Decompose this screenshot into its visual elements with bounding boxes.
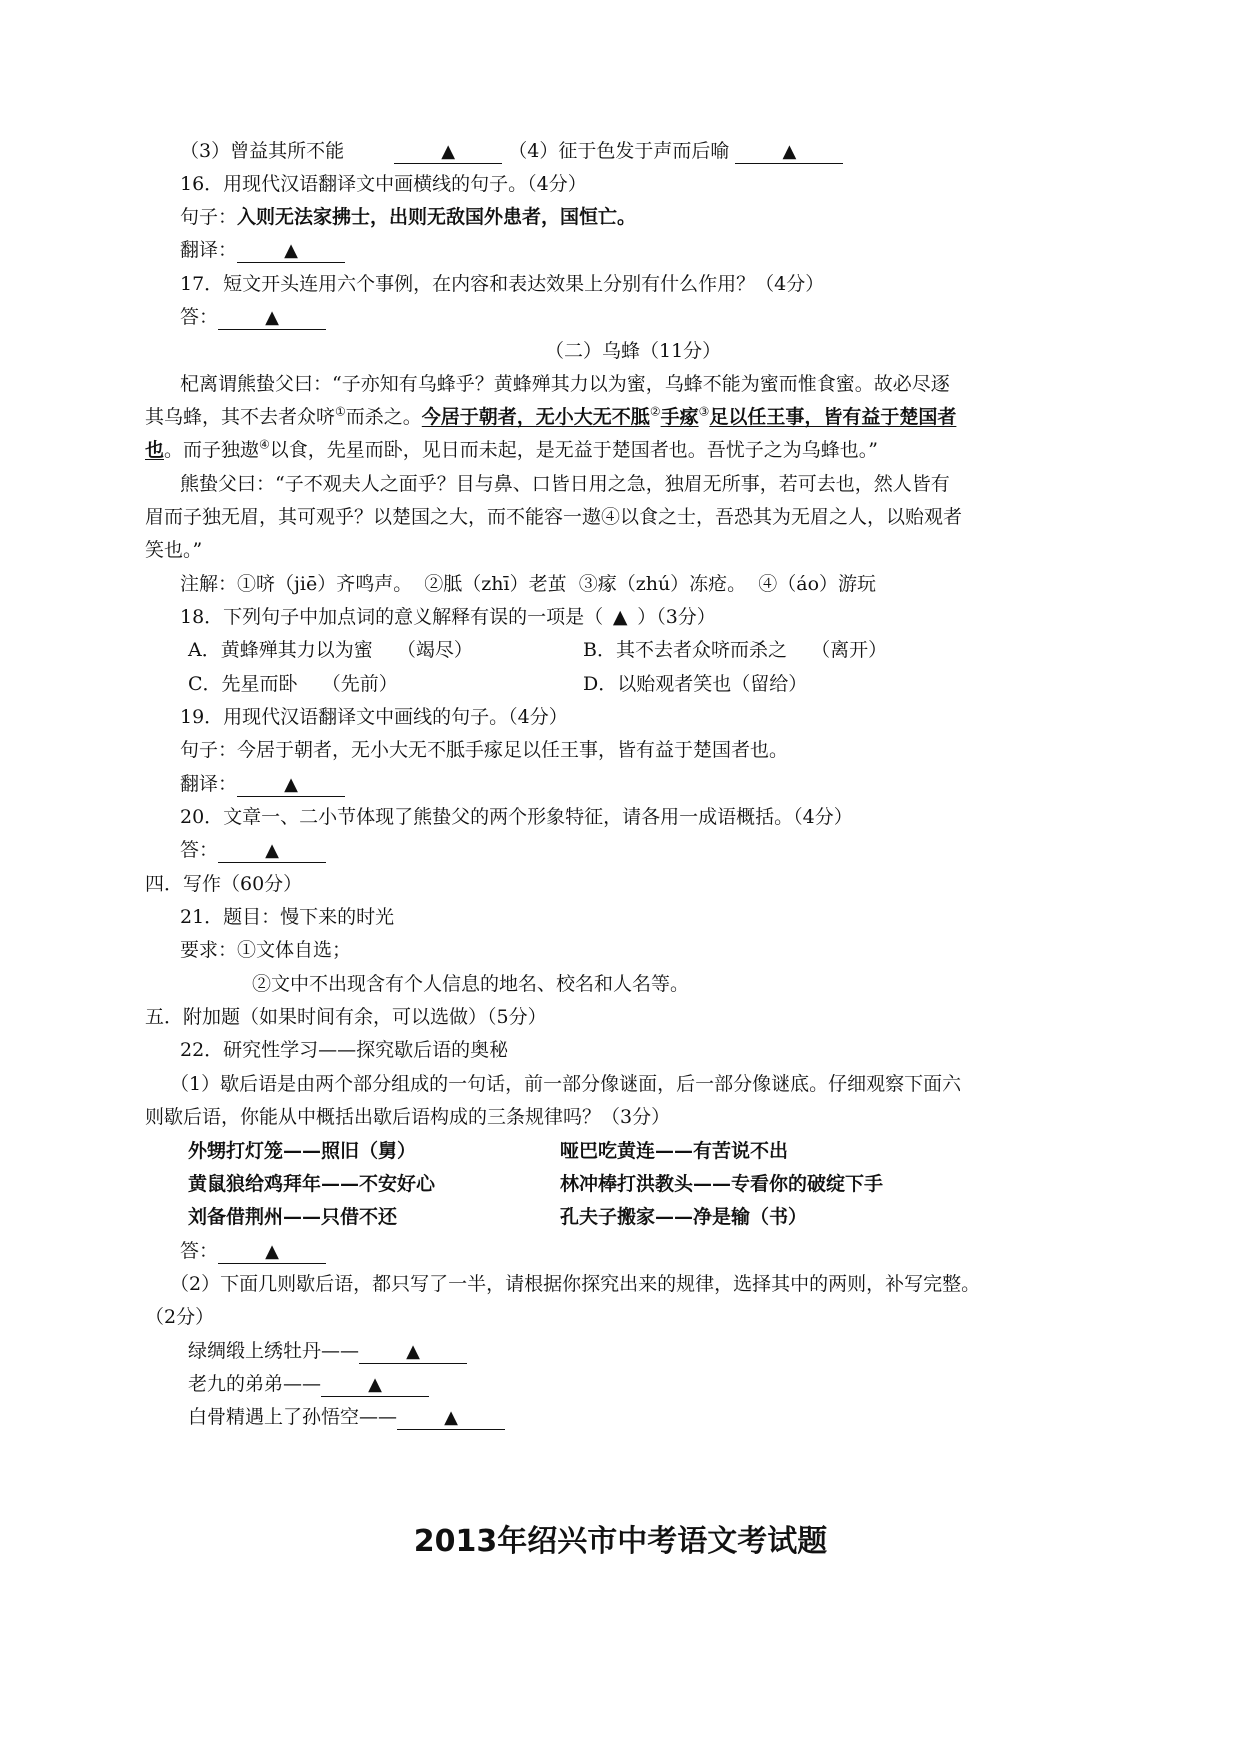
- saying-1: 外甥打灯笼——照旧（舅）: [188, 1140, 417, 1162]
- q19-question: 19．用现代汉语翻译文中画线的句子。（4分）: [180, 706, 568, 728]
- sentence-label: 句子：: [180, 206, 238, 228]
- footnote-marker: ②: [649, 404, 661, 419]
- passage2-p1-line3: 也。而子独遨④以食，先星而卧，见日而未起，是无益于楚国者也。吾忧子之为乌蜂也。”: [145, 437, 879, 461]
- q18-option-b: B．其不去者众哜而杀之 （离开）: [583, 639, 888, 661]
- passage2-title: （二）乌蜂（11分）: [545, 340, 722, 362]
- answer-label: 答：: [180, 306, 219, 328]
- saying-3: 黄鼠狼给鸡拜年——不安好心: [188, 1173, 436, 1195]
- saying-5: 刘备借荆州——只借不还: [188, 1206, 398, 1228]
- answer-blank-q17[interactable]: ▲: [218, 307, 326, 330]
- passage2-p2-line2: 眉而子独无眉，其可观乎？以楚国之大，而不能容一遨④以食之士，吾恐其为无眉之人，以贻观者: [145, 506, 963, 528]
- q20-question: 20．文章一、二小节体现了熊蛰父的两个形象特征，请各用一成语概括。（4分）: [180, 806, 853, 828]
- answer-blank-q22-1[interactable]: ▲: [218, 1241, 326, 1264]
- q18-question: 18．下列句子中加点词的意义解释有误的一项是（ ▲ ）（3分）: [180, 606, 716, 628]
- answer-label: 答：: [180, 839, 219, 861]
- q21-requirement-1: 要求：①文体自选；: [180, 939, 352, 961]
- underlined-sentence: 今居于朝者，无小大无不胝: [421, 406, 650, 428]
- footnote-marker: ①: [335, 404, 346, 419]
- passage2-p2-line3: 笑也。”: [145, 539, 203, 561]
- q17-answer-line: [180, 304, 326, 330]
- answer-blank-q15-4[interactable]: ▲: [735, 141, 843, 164]
- answer-blank-q16[interactable]: ▲: [237, 240, 345, 263]
- q15-items: [180, 138, 843, 164]
- answer-label: 答：: [180, 1240, 219, 1262]
- fill-saying-2: 老九的弟弟—— ▲: [188, 1371, 429, 1397]
- q21-requirement-2: ②文中不出现含有个人信息的地名、校名和人名等。: [252, 973, 690, 995]
- answer-blank-q20[interactable]: ▲: [218, 840, 326, 863]
- q22-part2-line1: （2）下面几则歇后语，都只写了一半，请根据你探究出来的规律，选择其中的两则，补写完整。: [170, 1273, 981, 1295]
- fill-saying-3: 白骨精遇上了孙悟空—— ▲: [188, 1404, 505, 1430]
- passage2-notes: 注解：①哜（jiē）齐鸣声。 ②胝（zhī）老茧 ③瘃（zhú）冻疮。 ④（áo）游玩: [180, 573, 877, 595]
- translation-label: 翻译：: [180, 773, 238, 795]
- passage2-p1-line1: 杞离谓熊蛰父曰：“子亦知有乌蜂乎？黄蜂殚其力以为蜜，乌蜂不能为蜜而惟食蜜。故必尽逐: [180, 373, 950, 395]
- q22-answer-line: [180, 1238, 326, 1264]
- q17-question: 17．短文开头连用六个事例，在内容和表达效果上分别有什么作用？（4分）: [180, 273, 825, 295]
- footnote-marker: ③: [698, 404, 710, 419]
- section5-heading: 五．附加题（如果时间有余，可以选做）（5分）: [145, 1006, 547, 1028]
- q16-sentence: 入则无法家拂士，出则无敌国外患者，国恒亡。: [237, 206, 637, 228]
- q22-part1-line2: 则歇后语，你能从中概括出歇后语构成的三条规律吗？（3分）: [145, 1106, 671, 1128]
- answer-blank-fill-2[interactable]: ▲: [321, 1374, 429, 1397]
- passage2-p1-line2: 其乌蜂，其不去者众哜①而杀之。今居于朝者，无小大无不胝②手瘃③足以任王事，皆有益于楚国者: [145, 404, 957, 428]
- q19-translation-line: [180, 771, 345, 797]
- answer-blank-fill-3[interactable]: ▲: [397, 1407, 505, 1430]
- q15-item-4: （4）征于色发于声而后喻: [508, 140, 730, 162]
- section4-heading: 四．写作（60分）: [145, 873, 303, 895]
- q18-option-a: A．黄蜂殚其力以为蜜 （竭尽）: [188, 639, 473, 661]
- q22-title: 22．研究性学习——探究歇后语的奥秘: [180, 1039, 509, 1061]
- saying-4: 林冲棒打洪教头——专看你的破绽下手: [560, 1173, 884, 1195]
- q22-part2-line2: （2分）: [145, 1306, 215, 1328]
- saying-6: 孔夫子搬家——净是输（书）: [560, 1206, 808, 1228]
- q20-answer-line: [180, 837, 326, 863]
- q16-question: 16．用现代汉语翻译文中画横线的句子。（4分）: [180, 173, 587, 195]
- saying-2: 哑巴吃黄连——有苦说不出: [560, 1140, 789, 1162]
- q16-translation-line: [180, 237, 345, 263]
- answer-blank-q19[interactable]: ▲: [237, 774, 345, 797]
- q16-sentence-line: [180, 204, 636, 230]
- footnote-marker: ④: [259, 437, 270, 452]
- translation-label: 翻译：: [180, 239, 238, 261]
- q18-option-d: D．以贻观者笑也（留给）: [583, 673, 808, 695]
- q15-item-3: （3）曾益其所不能: [180, 140, 345, 162]
- q18-option-c: C．先星而卧 （先前）: [188, 673, 398, 695]
- fill-saying-1: 绿绸缎上绣牡丹—— ▲: [188, 1338, 467, 1364]
- q22-part1-line1: （1）歇后语是由两个部分组成的一句话，前一部分像谜面，后一部分像谜底。仔细观察下面六: [170, 1073, 962, 1095]
- q21-prompt: 21．题目：慢下来的时光: [180, 906, 395, 928]
- answer-blank-fill-1[interactable]: ▲: [359, 1341, 467, 1364]
- answer-blank-q18[interactable]: ▲: [612, 606, 628, 628]
- answer-blank-q15-3[interactable]: ▲: [394, 141, 502, 164]
- exam-title: 2013年绍兴市中考语文考试题: [413, 1524, 828, 1559]
- passage2-p2-line1: 熊蛰父曰：“子不观夫人之面乎？目与鼻、口皆日用之急，独眉无所事，若可去也，然人皆有: [180, 473, 950, 495]
- q19-sentence: 句子：今居于朝者，无小大无不胝手瘃足以任王事，皆有益于楚国者也。: [180, 739, 789, 761]
